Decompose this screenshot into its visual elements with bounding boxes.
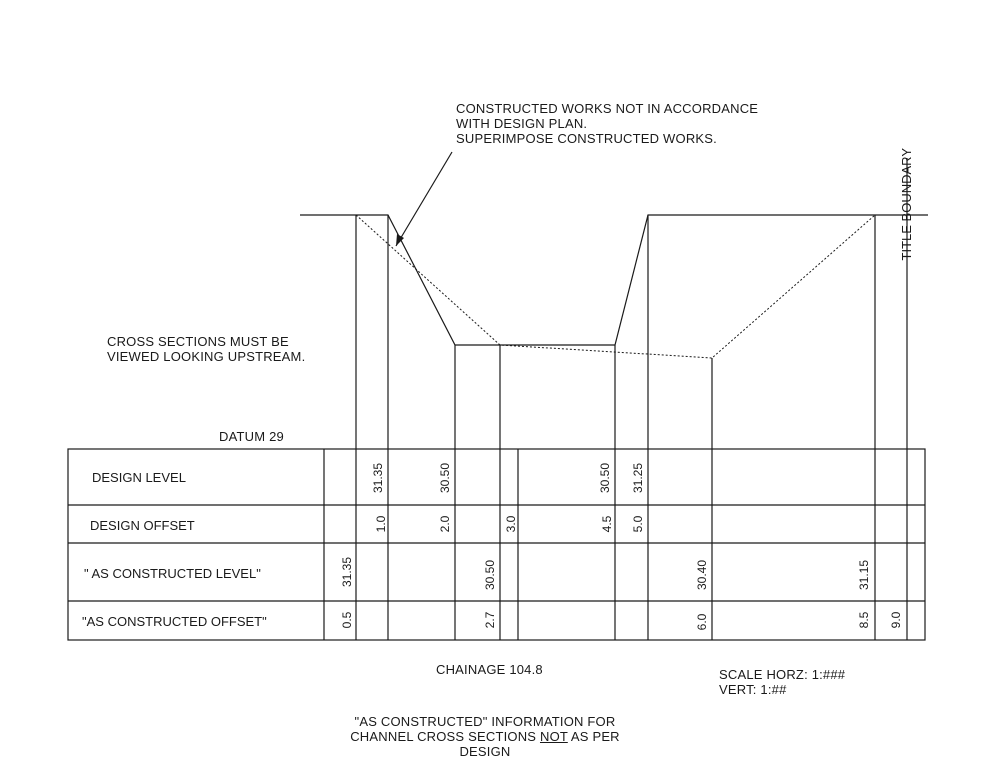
scale-vertical: VERT: 1:## — [719, 682, 787, 697]
caption-text: AS PER — [567, 729, 620, 744]
as-constructed-level-value: 30.40 — [695, 559, 709, 591]
as-constructed-offset-value: 0.5 — [340, 611, 354, 629]
design-level-value: 30.50 — [598, 462, 612, 494]
row-label-design-offset: DESIGN OFFSET — [90, 518, 195, 533]
as-constructed-offset-value: 6.0 — [695, 613, 709, 631]
as-constructed-level-value: 31.35 — [340, 556, 354, 588]
design-offset-value: 1.0 — [374, 515, 388, 533]
note-line: SUPERIMPOSE CONSTRUCTED WORKS. — [456, 131, 717, 146]
leader-line — [396, 152, 452, 246]
design-level-value: 31.25 — [631, 462, 645, 494]
as-constructed-level-value: 30.50 — [483, 559, 497, 591]
as-constructed-level-value: 31.15 — [857, 559, 871, 591]
caption-text: CHANNEL CROSS SECTIONS — [350, 729, 540, 744]
datum-label: DATUM 29 — [219, 429, 284, 444]
title-boundary-label: TITLE BOUNDARY — [899, 148, 914, 261]
design-level-value: 30.50 — [438, 462, 452, 494]
caption-line: "AS CONSTRUCTED" INFORMATION FOR — [354, 714, 616, 729]
data-table-frame — [68, 449, 925, 640]
as-constructed-offset-value: 8.5 — [857, 611, 871, 629]
scale-block — [719, 667, 845, 697]
design-offset-value: 4.5 — [600, 515, 614, 533]
note-constructed-works — [456, 101, 758, 146]
row-label-as-constructed-level: " AS CONSTRUCTED LEVEL" — [84, 566, 261, 581]
drawing-caption — [330, 714, 640, 759]
caption-line: DESIGN — [459, 744, 511, 759]
as-constructed-profile-line — [356, 215, 875, 358]
note-upstream — [107, 334, 305, 364]
note-line: WITH DESIGN PLAN. — [456, 116, 588, 131]
as-constructed-offset-value: 9.0 — [889, 611, 903, 629]
scale-horizontal: SCALE HORZ: 1:### — [719, 667, 846, 682]
design-offset-value: 5.0 — [631, 515, 645, 533]
note-line: VIEWED LOOKING UPSTREAM. — [107, 349, 306, 364]
as-constructed-offset-value: 2.7 — [483, 611, 497, 629]
note-line: CONSTRUCTED WORKS NOT IN ACCORDANCE — [456, 101, 759, 116]
row-label-as-constructed-offset: "AS CONSTRUCTED OFFSET" — [82, 614, 267, 629]
design-profile-line — [300, 215, 928, 345]
row-label-design-level: DESIGN LEVEL — [92, 470, 186, 485]
design-offset-value: 3.0 — [504, 515, 518, 533]
design-offset-value: 2.0 — [438, 515, 452, 533]
design-level-value: 31.35 — [371, 462, 385, 494]
note-line: CROSS SECTIONS MUST BE — [107, 334, 289, 349]
caption-line — [330, 729, 640, 744]
chainage-label: CHAINAGE 104.8 — [436, 662, 543, 677]
caption-emphasis-not: NOT — [539, 729, 568, 744]
